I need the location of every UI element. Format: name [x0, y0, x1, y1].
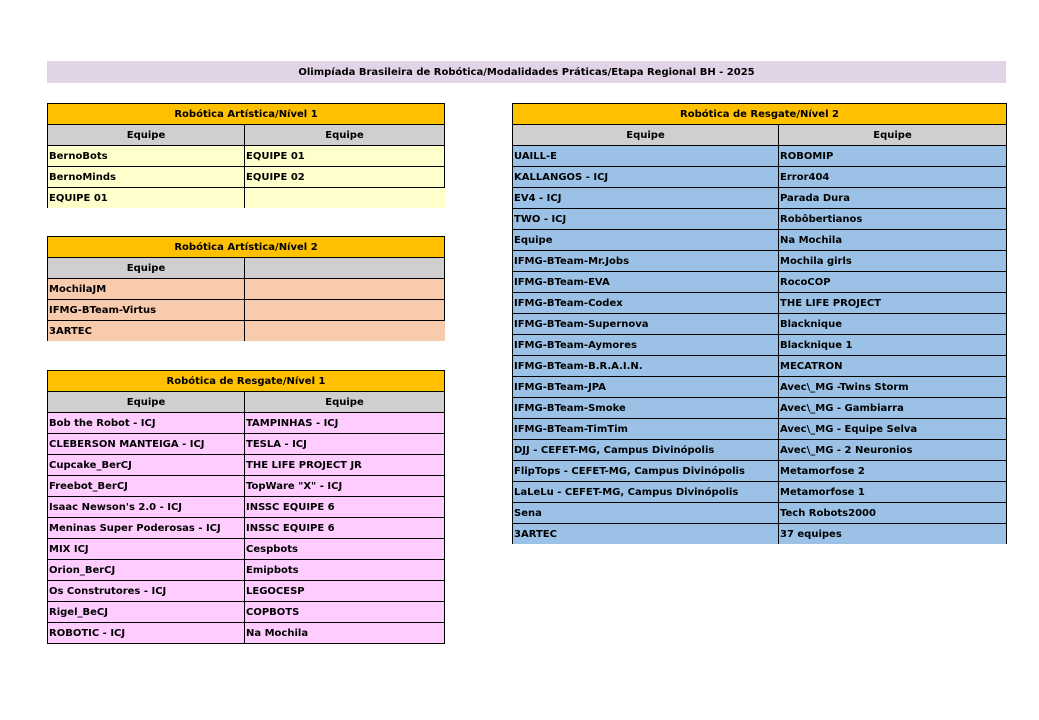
team-cell[interactable]: EQUIPE 02: [245, 167, 445, 188]
table-resgate-nivel2: [512, 103, 1007, 544]
table-row: [513, 209, 1007, 230]
table-row: [48, 623, 445, 644]
team-cell[interactable]: Emipbots: [245, 560, 445, 581]
team-cell[interactable]: Freebot_BerCJ: [48, 476, 245, 497]
team-cell[interactable]: [245, 321, 445, 342]
team-cell[interactable]: INSSC EQUIPE 6: [245, 497, 445, 518]
team-cell[interactable]: ROBOMIP: [779, 146, 1007, 167]
team-cell[interactable]: IFMG-BTeam-JPA: [513, 377, 779, 398]
team-cell[interactable]: DJJ - CEFET-MG, Campus Divinópolis: [513, 440, 779, 461]
table-row: [513, 251, 1007, 272]
table-row: [48, 434, 445, 455]
team-cell[interactable]: Metamorfose 1: [779, 482, 1007, 503]
table-row: [513, 461, 1007, 482]
team-cell[interactable]: COPBOTS: [245, 602, 445, 623]
team-cell[interactable]: Cespbots: [245, 539, 445, 560]
team-cell[interactable]: Mochila girls: [779, 251, 1007, 272]
team-cell[interactable]: MochilaJM: [48, 279, 245, 300]
team-cell[interactable]: EQUIPE 01: [245, 146, 445, 167]
team-cell[interactable]: IFMG-BTeam-Mr.Jobs: [513, 251, 779, 272]
table-row: [48, 413, 445, 434]
team-cell[interactable]: Isaac Newson's 2.0 - ICJ: [48, 497, 245, 518]
table-row: [48, 581, 445, 602]
table-artistica-nivel2: [47, 236, 445, 341]
table-row: [48, 146, 445, 167]
table-row: [48, 321, 445, 342]
table-row: [48, 455, 445, 476]
team-cell[interactable]: Avec\_MG - Gambiarra: [779, 398, 1007, 419]
team-cell[interactable]: TWO - ICJ: [513, 209, 779, 230]
team-cell[interactable]: THE LIFE PROJECT JR: [245, 455, 445, 476]
table-row: [513, 230, 1007, 251]
team-cell[interactable]: MECATRON: [779, 356, 1007, 377]
team-cell[interactable]: [245, 300, 445, 321]
team-cell[interactable]: Blacknique 1: [779, 335, 1007, 356]
team-cell[interactable]: [245, 279, 445, 300]
team-cell[interactable]: Parada Dura: [779, 188, 1007, 209]
column-header: Equipe: [513, 125, 779, 146]
team-cell[interactable]: IFMG-BTeam-Supernova: [513, 314, 779, 335]
column-header: Equipe: [245, 392, 445, 413]
team-cell[interactable]: ROBOTIC - ICJ: [48, 623, 245, 644]
table-row: [513, 377, 1007, 398]
table-row: [48, 539, 445, 560]
table-row: [513, 314, 1007, 335]
team-cell[interactable]: Na Mochila: [779, 230, 1007, 251]
team-cell[interactable]: Meninas Super Poderosas - ICJ: [48, 518, 245, 539]
team-cell[interactable]: MIX ICJ: [48, 539, 245, 560]
table-title: Robótica de Resgate/Nível 1: [48, 371, 445, 392]
team-cell[interactable]: IFMG-BTeam-Smoke: [513, 398, 779, 419]
table-row: [48, 518, 445, 539]
team-cell[interactable]: Error404: [779, 167, 1007, 188]
team-cell[interactable]: TAMPINHAS - ICJ: [245, 413, 445, 434]
team-cell[interactable]: Cupcake_BerCJ: [48, 455, 245, 476]
table-row: [513, 188, 1007, 209]
team-cell[interactable]: Na Mochila: [245, 623, 445, 644]
table-row: [513, 335, 1007, 356]
table-row: [513, 503, 1007, 524]
team-cell[interactable]: IFMG-BTeam-B.R.A.I.N.: [513, 356, 779, 377]
table-row: [48, 300, 445, 321]
team-cell[interactable]: Equipe: [513, 230, 779, 251]
page-title: Olimpíada Brasileira de Robótica/Modalidades Práticas/Etapa Regional BH - 2025: [47, 61, 1006, 83]
team-cell[interactable]: 37 equipes: [779, 524, 1007, 545]
table-row: [48, 167, 445, 188]
table-artistica-nivel1: [47, 103, 445, 208]
team-cell[interactable]: TESLA - ICJ: [245, 434, 445, 455]
team-cell[interactable]: TopWare "X" - ICJ: [245, 476, 445, 497]
team-cell[interactable]: IFMG-BTeam-EVA: [513, 272, 779, 293]
table-row: [48, 188, 445, 209]
table-row: [513, 293, 1007, 314]
team-cell[interactable]: Bob the Robot - ICJ: [48, 413, 245, 434]
table-title: Robótica de Resgate/Nível 2: [513, 104, 1007, 125]
team-cell[interactable]: Avec\_MG - Equipe Selva: [779, 419, 1007, 440]
team-cell[interactable]: 3ARTEC: [48, 321, 245, 342]
table-row: [48, 497, 445, 518]
team-cell[interactable]: IFMG-BTeam-Virtus: [48, 300, 245, 321]
table-row: [513, 272, 1007, 293]
team-cell[interactable]: Tech Robots2000: [779, 503, 1007, 524]
team-cell[interactable]: IFMG-BTeam-Codex: [513, 293, 779, 314]
table-row: [513, 524, 1007, 545]
table-row: [513, 482, 1007, 503]
table-title: Robótica Artística/Nível 2: [48, 237, 445, 258]
team-cell[interactable]: LEGOCESP: [245, 581, 445, 602]
table-row: [48, 560, 445, 581]
team-cell[interactable]: BernoBots: [48, 146, 245, 167]
team-cell[interactable]: Metamorfose 2: [779, 461, 1007, 482]
team-cell[interactable]: INSSC EQUIPE 6: [245, 518, 445, 539]
table-row: [513, 356, 1007, 377]
team-cell[interactable]: IFMG-BTeam-TimTim: [513, 419, 779, 440]
table-row: [48, 279, 445, 300]
team-cell[interactable]: KALLANGOS - ICJ: [513, 167, 779, 188]
team-cell[interactable]: Orion_BerCJ: [48, 560, 245, 581]
team-cell[interactable]: Blacknique: [779, 314, 1007, 335]
team-cell[interactable]: Sena: [513, 503, 779, 524]
column-header: [245, 258, 445, 279]
team-cell[interactable]: BernoMinds: [48, 167, 245, 188]
table-row: [513, 440, 1007, 461]
team-cell[interactable]: RocoCOP: [779, 272, 1007, 293]
team-cell[interactable]: CLEBERSON MANTEIGA - ICJ: [48, 434, 245, 455]
team-cell[interactable]: EQUIPE 01: [48, 188, 245, 209]
table-row: [513, 167, 1007, 188]
table-title: Robótica Artística/Nível 1: [48, 104, 445, 125]
table-row: [48, 602, 445, 623]
team-cell[interactable]: LaLeLu - CEFET-MG, Campus Divinópolis: [513, 482, 779, 503]
team-cell[interactable]: Rigel_BeCJ: [48, 602, 245, 623]
team-cell[interactable]: THE LIFE PROJECT: [779, 293, 1007, 314]
table-resgate-nivel1: [47, 370, 445, 644]
team-cell[interactable]: [245, 188, 445, 209]
column-header: Equipe: [48, 392, 245, 413]
table-row: [513, 146, 1007, 167]
team-cell[interactable]: FlipTops - CEFET-MG, Campus Divinópolis: [513, 461, 779, 482]
team-cell[interactable]: Avec\_MG - 2 Neuronios: [779, 440, 1007, 461]
team-cell[interactable]: 3ARTEC: [513, 524, 779, 545]
team-cell[interactable]: Os Construtores - ICJ: [48, 581, 245, 602]
team-cell[interactable]: Avec\_MG -Twins Storm: [779, 377, 1007, 398]
column-header: Equipe: [48, 125, 245, 146]
column-header: Equipe: [48, 258, 245, 279]
table-row: [48, 476, 445, 497]
team-cell[interactable]: Robôbertianos: [779, 209, 1007, 230]
table-row: [513, 419, 1007, 440]
column-header: Equipe: [245, 125, 445, 146]
team-cell[interactable]: UAILL-E: [513, 146, 779, 167]
table-row: [513, 398, 1007, 419]
team-cell[interactable]: EV4 - ICJ: [513, 188, 779, 209]
column-header: Equipe: [779, 125, 1007, 146]
team-cell[interactable]: IFMG-BTeam-Aymores: [513, 335, 779, 356]
